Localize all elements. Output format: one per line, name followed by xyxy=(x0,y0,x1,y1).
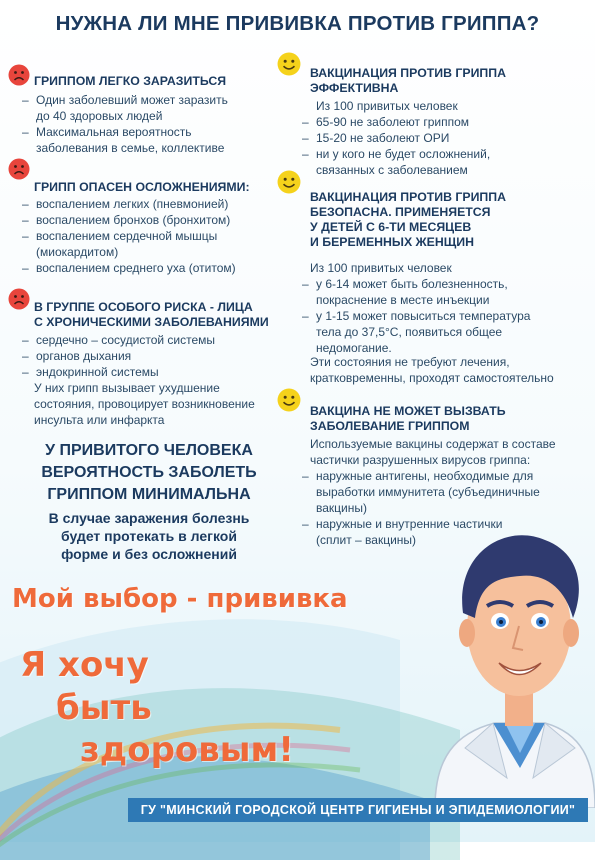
bullet-list xyxy=(300,276,585,356)
wish-line-2: быть xyxy=(56,688,152,728)
list-item: – у 1-15 может повыситься температура тела до 37,5°С, появиться общее недомогание. xyxy=(300,308,585,356)
list-item: – 15-20 не заболеют ОРИ xyxy=(300,130,580,146)
section-heading: ВАКЦИНАЦИЯ ПРОТИВ ГРИППА ЭФФЕКТИВНА xyxy=(310,66,506,95)
slogan: Мой выбор - прививка xyxy=(12,584,348,614)
bullet-list xyxy=(20,332,270,380)
intro-text: Из 100 привитых человек xyxy=(316,99,458,113)
list-item: – наружные и внутренние частички (сплит – вакцины) xyxy=(300,516,585,548)
list-item: – Один заболевший может заразить до 40 здоровых людей xyxy=(20,92,270,124)
list-item: – эндокринной системы xyxy=(20,364,270,380)
smiley-face-icon xyxy=(277,170,299,192)
bullet-list xyxy=(300,114,580,178)
section-heading: ГРИППОМ ЛЕГКО ЗАРАЗИТЬСЯ xyxy=(34,74,227,88)
sad-face-icon xyxy=(8,64,30,86)
bullet-list xyxy=(20,92,270,156)
list-item: – ни у кого не будет осложнений, связанных с заболеванием xyxy=(300,146,580,178)
note-text: Эти состояния не требуют лечения, кратковременны, проходят самостоятельно xyxy=(310,355,554,385)
section-heading: В ГРУППЕ ОСОБОГО РИСКА - ЛИЦА С ХРОНИЧЕСКИМИ ЗАБОЛЕВАНИЯМИ xyxy=(34,300,269,329)
list-item: – воспалением бронхов (бронхитом) xyxy=(20,212,270,228)
wish-line-3: здоровым! xyxy=(80,730,294,770)
key-message: У ПРИВИТОГО ЧЕЛОВЕКА ВЕРОЯТНОСТЬ ЗАБОЛЕТЬ ГРИППОМ МИНИМАЛЬНА xyxy=(41,442,257,503)
list-item: – Максимальная вероятность заболевания в семье, коллективе xyxy=(20,124,270,156)
list-item: – наружные антигены, необходимые для выработки иммунитета (субъединичные вакцины) xyxy=(300,468,585,516)
list-item: – воспалением среднего уха (отитом) xyxy=(20,260,270,276)
section-heading: ВАКЦИНА НЕ МОЖЕТ ВЫЗВАТЬ ЗАБОЛЕВАНИЕ ГРИППОМ xyxy=(310,404,506,433)
list-item: – воспалением легких (пневмонией) xyxy=(20,196,270,212)
list-item: – сердечно – сосудистой системы xyxy=(20,332,270,348)
intro-text: Из 100 привитых человек xyxy=(310,261,452,275)
sad-face-icon xyxy=(8,288,30,310)
smiley-face-icon xyxy=(277,52,299,74)
smiley-face-icon xyxy=(277,388,299,410)
wish-line-1: Я хочу xyxy=(20,645,149,685)
key-message-sub: В случае заражения болезнь будет протекать в легкой форме и без осложнений xyxy=(48,510,250,562)
bullet-list xyxy=(20,196,270,276)
doctor-illustration xyxy=(395,518,595,808)
footer-banner: ГУ "МИНСКИЙ ГОРОДСКОЙ ЦЕНТР ГИГИЕНЫ И ЭПИДЕМИОЛОГИИ" xyxy=(128,798,588,822)
list-item: – воспалением сердечной мышцы (миокардитом) xyxy=(20,228,270,260)
risk-text: У них грипп вызывает ухудшение состояния, провоцирует возникновение инсульта или инфаркта xyxy=(34,381,255,427)
list-item: – органов дыхания xyxy=(20,348,270,364)
list-item: – 65-90 не заболеют гриппом xyxy=(300,114,580,130)
section-heading: ВАКЦИНАЦИЯ ПРОТИВ ГРИППА БЕЗОПАСНА. ПРИМЕНЯЕТСЯ У ДЕТЕЙ С 6-ТИ МЕСЯЦЕВ И БЕРЕМЕННЫХ ЖЕНЩИН xyxy=(310,190,506,249)
list-item: – у 6-14 может быть болезненность, покраснение в месте инъекции xyxy=(300,276,585,308)
page-title: НУЖНА ЛИ МНЕ ПРИВИВКА ПРОТИВ ГРИППА? xyxy=(55,12,540,35)
sad-face-icon xyxy=(8,158,30,180)
intro-text: Используемые вакцины содержат в составе частички разрушенных вирусов гриппа: xyxy=(310,437,556,467)
section-heading: ГРИПП ОПАСЕН ОСЛОЖНЕНИЯМИ: xyxy=(34,180,250,194)
